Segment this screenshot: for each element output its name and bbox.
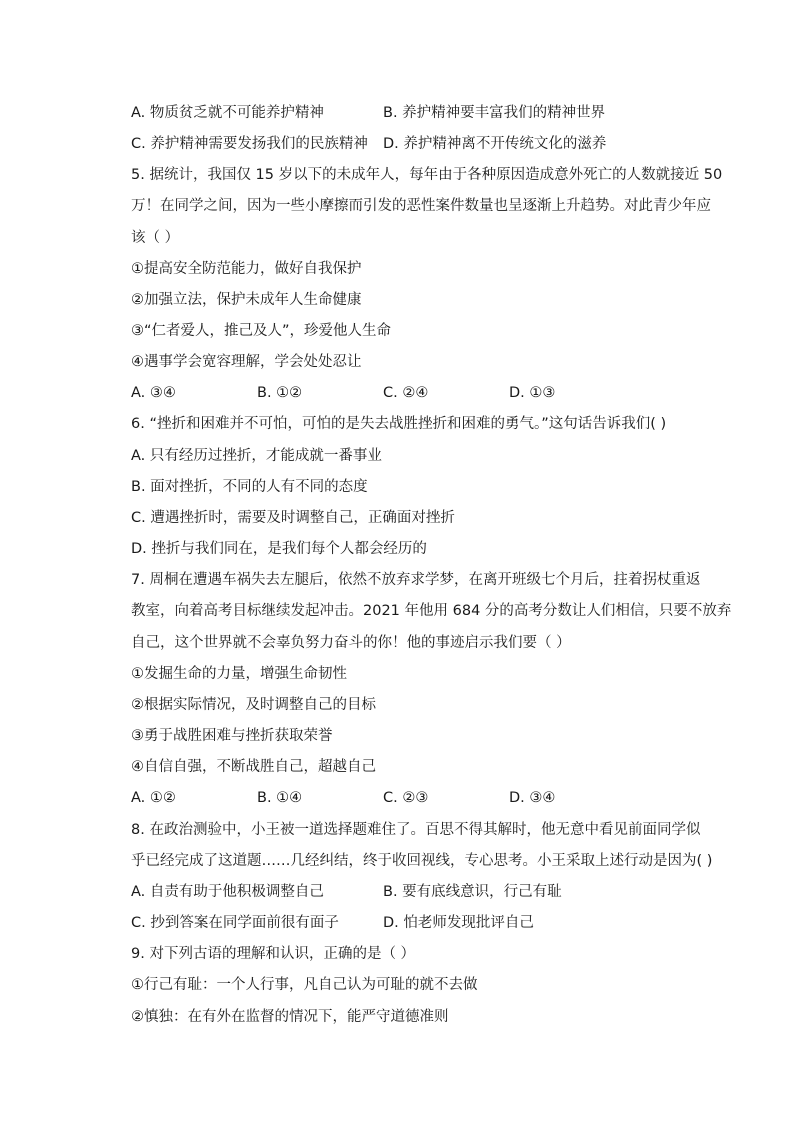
q5-item-3: ③“仁者爱人，推己及人”，珍爱他人生命 (131, 323, 392, 339)
q8-option-d: D. 怕老师发现批评自己 (383, 915, 534, 931)
q7-stem-line-2: 教室，向着高考目标继续发起冲击。2021 年他用 684 分的高考分数让人们相信，只要不放弃 (131, 603, 732, 619)
q8-stem-line-2: 乎已经完成了这道题……几经纠结，终于收回视线，专心思考。小王采取上述行动是因为( ) (131, 853, 713, 869)
q7-option-c: C. ②③ (383, 790, 429, 806)
q6-option-c: C. 遭遇挫折时，需要及时调整自己，正确面对挫折 (131, 510, 455, 526)
q9-stem-line-1: 9. 对下列古语的理解和认识，正确的是（ ） (131, 946, 416, 962)
q6-stem-line-1: 6. “挫折和困难并不可怕，可怕的是失去战胜挫折和困难的勇气。”这句话告诉我们( ) (131, 416, 667, 432)
q5-item-1: ①提高安全防范能力，做好自我保护 (131, 261, 362, 277)
q5-option-b: B. ①② (257, 385, 303, 401)
q7-item-1: ①发掘生命的力量，增强生命韧性 (131, 666, 347, 682)
q7-stem-line-1: 7. 周桐在遭遇车祸失去左腿后，依然不放弃求学梦，在离开班级七个月后，拄着拐杖重返 (131, 572, 701, 588)
q7-item-3: ③勇于战胜困难与挫折获取荣誉 (131, 728, 333, 744)
q5-stem-line-1: 5. 据统计，我国仅 15 岁以下的未成年人，每年由于各种原因造成意外死亡的人数就接近 50 (131, 167, 723, 183)
q5-stem-line-3: 该（ ） (131, 230, 180, 246)
q8-option-b: B. 要有底线意识，行己有耻 (383, 884, 562, 900)
q9-item-1: ①行己有耻：一个人行事，凡自己认为可耻的就不去做 (131, 977, 478, 993)
q7-item-2: ②根据实际情况，及时调整自己的目标 (131, 697, 376, 713)
q4-option-a: A. 物质贫乏就不可能养护精神 (131, 105, 324, 121)
q7-item-4: ④自信自强，不断战胜自己，超越自己 (131, 759, 376, 775)
q7-stem-line-3: 自己，这个世界就不会辜负努力奋斗的你！他的事迹启示我们要（ ） (131, 635, 571, 651)
q8-option-a: A. 自责有助于他积极调整自己 (131, 884, 324, 900)
q5-option-d: D. ①③ (509, 385, 556, 401)
q7-option-b: B. ①④ (257, 790, 303, 806)
q5-item-2: ②加强立法，保护未成年人生命健康 (131, 292, 362, 308)
q5-option-a: A. ③④ (131, 385, 176, 401)
q6-option-b: B. 面对挫折，不同的人有不同的态度 (131, 479, 368, 495)
q9-item-2: ②慎独：在有外在监督的情况下，能严守道德准则 (131, 1009, 449, 1025)
q8-option-c: C. 抄到答案在同学面前很有面子 (131, 915, 339, 931)
q5-option-c: C. ②④ (383, 385, 429, 401)
q5-item-4: ④遇事学会宽容理解，学会处处忍让 (131, 354, 362, 370)
q5-stem-line-2: 万！在同学之间，因为一些小摩擦而引发的恶性案件数量也呈逐渐上升趋势。对此青少年应 (131, 198, 711, 214)
q6-option-a: A. 只有经历过挫折，才能成就一番事业 (131, 448, 382, 464)
q8-stem-line-1: 8. 在政治测验中，小王被一道选择题难住了。百思不得其解时，他无意中看见前面同学似 (131, 822, 701, 838)
q4-option-c: C. 养护精神需要发扬我们的民族精神 (131, 136, 368, 152)
q4-option-d: D. 养护精神离不开传统文化的滋养 (383, 136, 607, 152)
q7-option-d: D. ③④ (509, 790, 556, 806)
q4-option-b: B. 养护精神要丰富我们的精神世界 (383, 105, 606, 121)
q7-option-a: A. ①② (131, 790, 176, 806)
q6-option-d: D. 挫折与我们同在，是我们每个人都会经历的 (131, 541, 427, 557)
